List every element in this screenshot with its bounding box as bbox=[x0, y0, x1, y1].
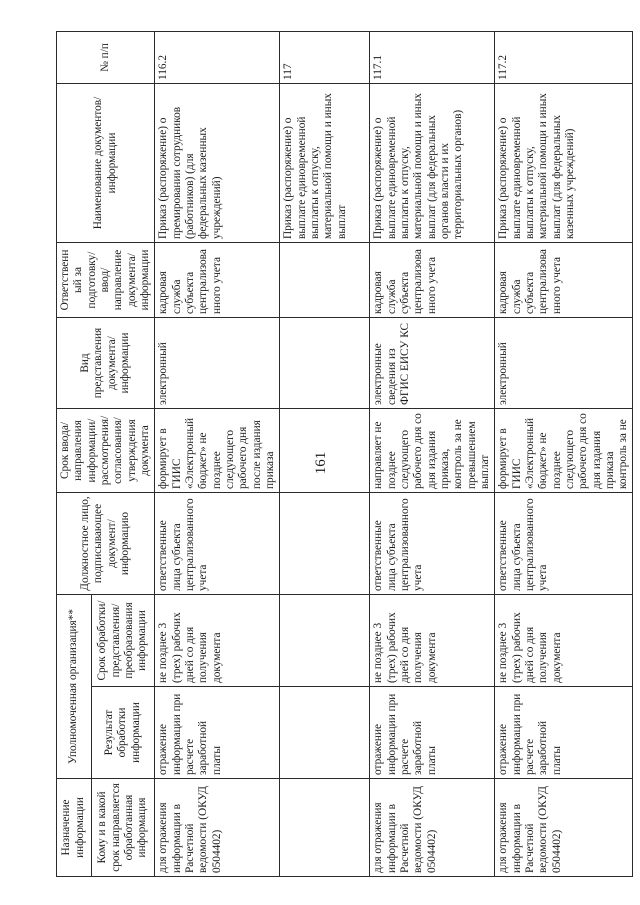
table-row bbox=[280, 32, 370, 877]
cell-official: ответственные лица субъекта централизованного учета bbox=[370, 493, 495, 595]
cell-type: электронный bbox=[495, 318, 633, 409]
cell-result: отражение информации при расчете заработной платы bbox=[495, 687, 633, 779]
rotated-table-container bbox=[56, 32, 630, 877]
cell-result: отражение информации при расчете заработной платы bbox=[370, 687, 495, 779]
cell-result: отражение информации при расчете заработной платы bbox=[155, 687, 280, 779]
header-result: Результат обработки информации bbox=[91, 687, 155, 779]
header-deadline: Срок ввода/ направления информации/ рассмотрения/ согласования/ утверждения документа bbox=[57, 409, 155, 493]
header-num: № п/п bbox=[57, 32, 155, 84]
cell-num: 117 bbox=[280, 32, 370, 84]
header-authorized-group: Уполномоченная организация** bbox=[57, 595, 92, 779]
cell-name: Приказ (распоряжение) о выплате единовременной выплаты к отпуску, материальной помощи и иных выплат bbox=[280, 84, 370, 243]
cell-recipient bbox=[280, 779, 370, 877]
cell-recipient: для отражения информации в Расчетной ведомости (ОКУД 0504402) bbox=[370, 779, 495, 877]
cell-deadline: направляет не позднее следующего рабочего дня со дня издания приказа, контроль за не превышением выплат bbox=[370, 409, 495, 493]
header-name: Наименование документов/информации bbox=[57, 84, 155, 243]
cell-responsible bbox=[280, 243, 370, 318]
cell-responsible: кадровая служба субъекта централизованного учета bbox=[155, 243, 280, 318]
cell-official bbox=[280, 493, 370, 595]
header-purpose-group: Назначение информации bbox=[57, 779, 92, 877]
cell-recipient: для отражения информации в Расчетной ведомости (ОКУД 0504402) bbox=[155, 779, 280, 877]
cell-type: электронные сведения из ФГИС ЕИСУ КС bbox=[370, 318, 495, 409]
cell-responsible: кадровая служба субъекта централизованного учета bbox=[495, 243, 633, 318]
cell-official: ответственные лица субъекта централизованного учета bbox=[495, 493, 633, 595]
header-group-row bbox=[57, 32, 92, 877]
cell-deadline bbox=[280, 409, 370, 493]
cell-deadline: формирует в ГИИС «Электронный бюджет» не позднее следующего рабочего дня со дня издания приказа контроль за не bbox=[495, 409, 633, 493]
cell-type: электронный bbox=[155, 318, 280, 409]
table-row bbox=[155, 32, 280, 877]
document-table bbox=[56, 31, 633, 877]
cell-official: ответственные лица субъекта централизованного учета bbox=[155, 493, 280, 595]
header-type: Вид представления документа/ информации bbox=[57, 318, 155, 409]
header-processing-deadline: Срок обработки/ представления/ преобразования информации bbox=[91, 595, 155, 687]
cell-deadline: формирует в ГИИС «Электронный бюджет» не позднее следующего рабочего дня после издания приказа bbox=[155, 409, 280, 493]
cell-result bbox=[280, 687, 370, 779]
cell-recipient: для отражения информации в Расчетной ведомости (ОКУД 0504402) bbox=[495, 779, 633, 877]
cell-num: 117.2 bbox=[495, 32, 633, 84]
table-row bbox=[495, 32, 633, 877]
cell-name: Приказ (распоряжение) о выплате единовременной выплаты к отпуску, материальной помощи и иных выплат (для федеральных органов власти и их территориальных органов) bbox=[370, 84, 495, 243]
cell-processing-deadline: не позднее 3 (трех) рабочих дней со дня получения документа bbox=[495, 595, 633, 687]
header-responsible: Ответственный за подготовку/ ввод/ направление документа/ информации bbox=[57, 243, 155, 318]
cell-name: Приказ (распоряжение) о выплате единовременной выплаты к отпуску, материальной помощи и иных выплат (для федеральных казенных учреждений) bbox=[495, 84, 633, 243]
cell-processing-deadline: не позднее 3 (трех) рабочих дней со дня получения документа bbox=[370, 595, 495, 687]
page-number: 161 bbox=[313, 451, 329, 475]
cell-num: 117.1 bbox=[370, 32, 495, 84]
cell-num: 116.2 bbox=[155, 32, 280, 84]
header-official: Должностное лицо, подписывающее документ/ информацию bbox=[57, 493, 155, 595]
cell-processing-deadline: не позднее 3 (трех) рабочих дней со дня получения документа bbox=[155, 595, 280, 687]
cell-name: Приказ (распоряжение) о премировании сотрудников (работников) (для федеральных казенных учреждений) bbox=[155, 84, 280, 243]
cell-responsible: кадровая служба субъекта централизованного учета bbox=[370, 243, 495, 318]
cell-type bbox=[280, 318, 370, 409]
header-recipient: Кому и в какой срок направляется обработанная информация bbox=[91, 779, 155, 877]
table-row bbox=[370, 32, 495, 877]
cell-processing-deadline bbox=[280, 595, 370, 687]
